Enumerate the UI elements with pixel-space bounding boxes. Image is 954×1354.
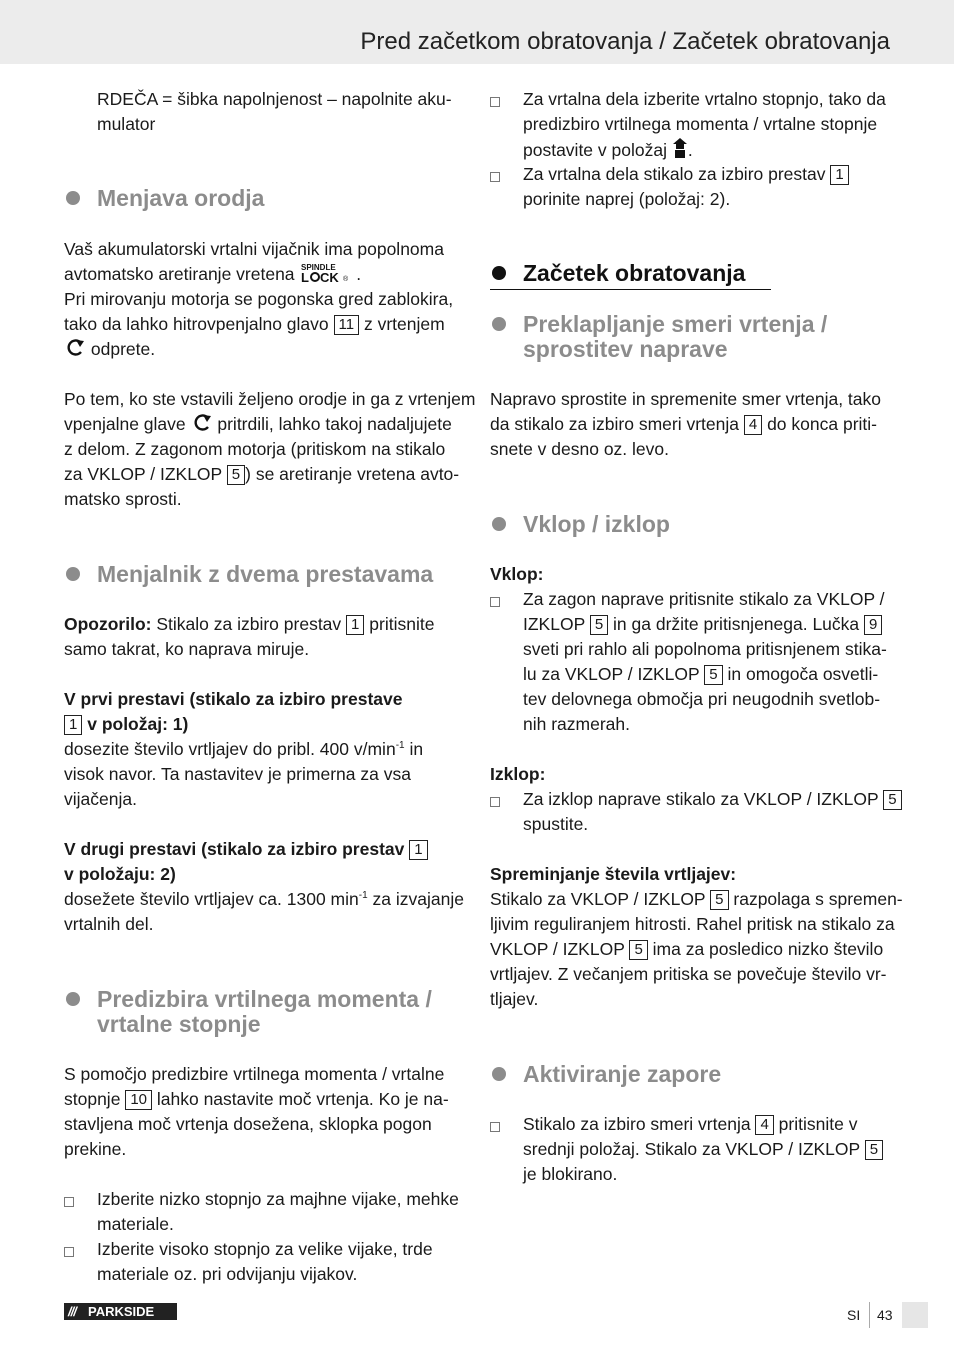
section-heading: vrtalne stopnje xyxy=(97,1011,261,1037)
section-heading: Menjava orodja xyxy=(97,185,265,211)
svg-text:CK: CK xyxy=(320,270,340,284)
page-header xyxy=(0,0,954,64)
list-item: IZKLOP 5 in ga držite pritisnjenega. Lučka 9 xyxy=(523,612,882,637)
checkbox-bullet-icon xyxy=(490,172,500,182)
checkbox-bullet-icon xyxy=(490,797,500,807)
paragraph-line: z delom. Z zagonom motorja (pritiskom na stikalo xyxy=(64,439,446,459)
checkbox-bullet-icon xyxy=(490,597,500,607)
paragraph-line: Vaš akumulatorski vrtalni vijačnik ima popolnoma xyxy=(64,239,444,259)
battery-red-line: mulator xyxy=(97,114,156,134)
paragraph-line: ljivim reguliranjem hitrosti. Rahel pritisk na stikalo za xyxy=(490,914,895,934)
list-item: predizbiro vrtilnega momenta / vrtalne stopnje xyxy=(523,114,878,134)
list-item: sveti pri rahlo ali popolnoma pritisnjenem stika- xyxy=(523,639,887,659)
section-heading: Vklop / izklop xyxy=(523,511,670,537)
paragraph-line: tako da lahko hitrovpenjalno glavo 11 z vrtenjem xyxy=(64,314,445,334)
list-item: nih razmerah. xyxy=(523,714,630,734)
paragraph-line: vrtalnih del. xyxy=(64,914,154,934)
spindle-lock-icon xyxy=(299,262,351,284)
bullet-dot-icon xyxy=(66,567,80,581)
checkbox-bullet-icon xyxy=(490,97,500,107)
subheading: v položaju: 2) xyxy=(64,864,176,884)
paragraph-line: snete v desno oz. levo. xyxy=(490,439,669,459)
list-item: Za vrtalna dela izberite vrtalno stopnjo, tako da xyxy=(523,89,886,109)
list-item: Izberite nizko stopnjo za majhne vijake, mehke xyxy=(97,1189,459,1209)
part-ref: 5 xyxy=(865,1140,883,1160)
svg-text:L: L xyxy=(301,270,310,284)
list-item: Za izklop naprave stikalo za VKLOP / IZKLOP 5 xyxy=(523,787,902,812)
part-ref: 4 xyxy=(755,1115,773,1135)
checkbox-bullet-icon xyxy=(64,1247,74,1257)
paragraph-line: dosezite število vrtljajev do pribl. 400 $v/\min^{-1}$ in xyxy=(64,739,424,759)
subheading: V drugi prestavi (stikalo za izbiro prestav 1 xyxy=(64,837,428,862)
paragraph-line: visok navor. Ta nastavitev je primerna za vsa xyxy=(64,764,411,784)
paragraph-line: odprete. xyxy=(64,337,155,362)
paragraph-line: samo takrat, ko naprava miruje. xyxy=(64,639,310,659)
part-ref: 1 xyxy=(830,165,848,185)
footer-divider xyxy=(869,1302,870,1328)
parkside-logo xyxy=(64,1303,177,1320)
list-item: postavite v položaj . xyxy=(523,137,693,163)
list-item: materiale. xyxy=(97,1214,174,1234)
logo-slashes-icon: /// xyxy=(68,1304,76,1319)
paragraph-line: tljajev. xyxy=(490,989,539,1009)
bullet-dot-icon xyxy=(492,517,506,531)
list-item: porinite naprej (položaj: 2). xyxy=(523,189,731,209)
subheading: Izklop: xyxy=(490,764,546,784)
bullet-dot-icon xyxy=(492,317,506,331)
paragraph-line: Po tem, ko ste vstavili željeno orodje in ga z vrtenjem xyxy=(64,389,476,409)
list-item: spustite. xyxy=(523,814,589,834)
part-ref: 5 xyxy=(227,465,245,485)
part-ref: 5 xyxy=(629,940,647,960)
part-ref: 5 xyxy=(704,665,722,685)
section-heading: Aktiviranje zapore xyxy=(523,1061,722,1087)
paragraph-line: prekine. xyxy=(64,1139,127,1159)
page-tab-marker xyxy=(902,1302,928,1328)
list-item: Stikalo za izbiro smeri vrtenja 4 pritisnite v xyxy=(523,1114,858,1134)
part-ref: 11 xyxy=(334,315,360,335)
paragraph-line: dosežete število vrtljajev ca. 1300 $\min^{-1}$ za izvajanje xyxy=(64,889,464,909)
paragraph-line: za VKLOP / IZKLOP 5 ) se aretiranje vretena avto- xyxy=(64,464,460,484)
list-item: je blokirano. xyxy=(523,1164,618,1184)
part-ref: 1 xyxy=(346,615,364,635)
page-number: 43 xyxy=(877,1307,893,1323)
list-item: materiale oz. pri odvijanju vijakov. xyxy=(97,1264,358,1284)
svg-text:®: ® xyxy=(343,276,349,283)
part-ref: 9 xyxy=(864,615,882,635)
checkbox-bullet-icon xyxy=(490,1122,500,1132)
paragraph-line: stopnje 10 lahko nastavite moč vrtenja. Ko je na- xyxy=(64,1089,449,1109)
paragraph-line: vijačenja. xyxy=(64,789,137,809)
checkbox-bullet-icon xyxy=(64,1197,74,1207)
paragraph-line: Napravo sprostite in spremenite smer vrtenja, tako xyxy=(490,389,881,409)
paragraph-line: vpenjalne glave pritrdili, lahko takoj nadaljujete xyxy=(64,414,452,434)
drill-position-icon xyxy=(672,137,688,159)
paragraph-line: avtomatsko aretiranje vretena SPINDLE L CK ® . xyxy=(64,263,362,284)
svg-text:SPINDLE: SPINDLE xyxy=(301,263,337,272)
rotate-clockwise-icon xyxy=(64,338,86,358)
bullet-dot-icon xyxy=(492,266,506,280)
section-heading: Predizbira vrtilnega momenta / xyxy=(97,986,432,1012)
subheading: Vklop: xyxy=(490,564,544,584)
section-heading: sprostitev naprave xyxy=(523,336,728,362)
paragraph-line: S pomočjo predizbire vrtilnega momenta / vrtalne xyxy=(64,1064,445,1084)
list-item: lu za VKLOP / IZKLOP 5 in omogoča osvetli- xyxy=(523,664,879,684)
subheading: V prvi prestavi (stikalo za izbiro prestave xyxy=(64,689,403,709)
part-ref: 4 xyxy=(744,415,762,435)
part-ref: 1 xyxy=(409,840,427,860)
page-title: Pred začetkom obratovanja / Začetek obratovanja xyxy=(360,28,890,55)
rotate-clockwise-icon xyxy=(191,413,213,433)
paragraph-line: matsko sprosti. xyxy=(64,489,182,509)
list-item: tev delovnega območja pri neugodnih svetlob- xyxy=(523,689,881,709)
paragraph-line: vrtljajev. Z večanjem pritiska se povečuje število vr- xyxy=(490,964,887,984)
paragraph-line: da stikalo za izbiro smeri vrtenja 4 do konca priti- xyxy=(490,414,877,434)
part-ref: 5 xyxy=(590,615,608,635)
battery-red-line: RDEČA = šibka napolnjenost – napolnite aku- xyxy=(97,89,452,109)
heading-underline xyxy=(490,289,771,290)
subheading: Spreminjanje števila vrtljajev: xyxy=(490,864,737,884)
list-item: srednji položaj. Stikalo za VKLOP / IZKLOP 5 xyxy=(523,1137,883,1162)
list-item: Za zagon naprave pritisnite stikalo za VKLOP / xyxy=(523,589,885,609)
part-ref: 10 xyxy=(125,1090,152,1110)
paragraph-line: Pri mirovanju motorja se pogonska gred zablokira, xyxy=(64,289,454,309)
main-section-heading: Začetek obratovanja xyxy=(523,260,746,286)
subheading: 1 v položaj: 1) xyxy=(64,712,188,737)
paragraph-line: stavljena moč vrtenja dosežena, sklopka pogon xyxy=(64,1114,432,1134)
bullet-dot-icon xyxy=(492,1067,506,1081)
section-heading: Menjalnik z dvema prestavama xyxy=(97,561,434,587)
paragraph-line: Stikalo za VKLOP / IZKLOP 5 razpolaga s spremen- xyxy=(490,889,903,909)
paragraph-line: VKLOP / IZKLOP 5 ima za posledico nizko število xyxy=(490,939,884,959)
section-heading: Preklapljanje smeri vrtenja / xyxy=(523,311,828,337)
bullet-dot-icon xyxy=(66,992,80,1006)
warning-line: Opozorilo: Stikalo za izbiro prestav 1 pritisnite xyxy=(64,614,435,634)
list-item: Izberite visoko stopnjo za velike vijake, trde xyxy=(97,1239,433,1259)
logo-text: PARKSIDE xyxy=(88,1304,155,1319)
part-ref: 5 xyxy=(883,790,901,810)
part-ref: 5 xyxy=(710,890,728,910)
language-code: SI xyxy=(847,1307,861,1323)
list-item: Za vrtalna dela stikalo za izbiro prestav 1 xyxy=(523,162,849,187)
bullet-dot-icon xyxy=(66,191,80,205)
part-ref: 1 xyxy=(64,715,82,735)
